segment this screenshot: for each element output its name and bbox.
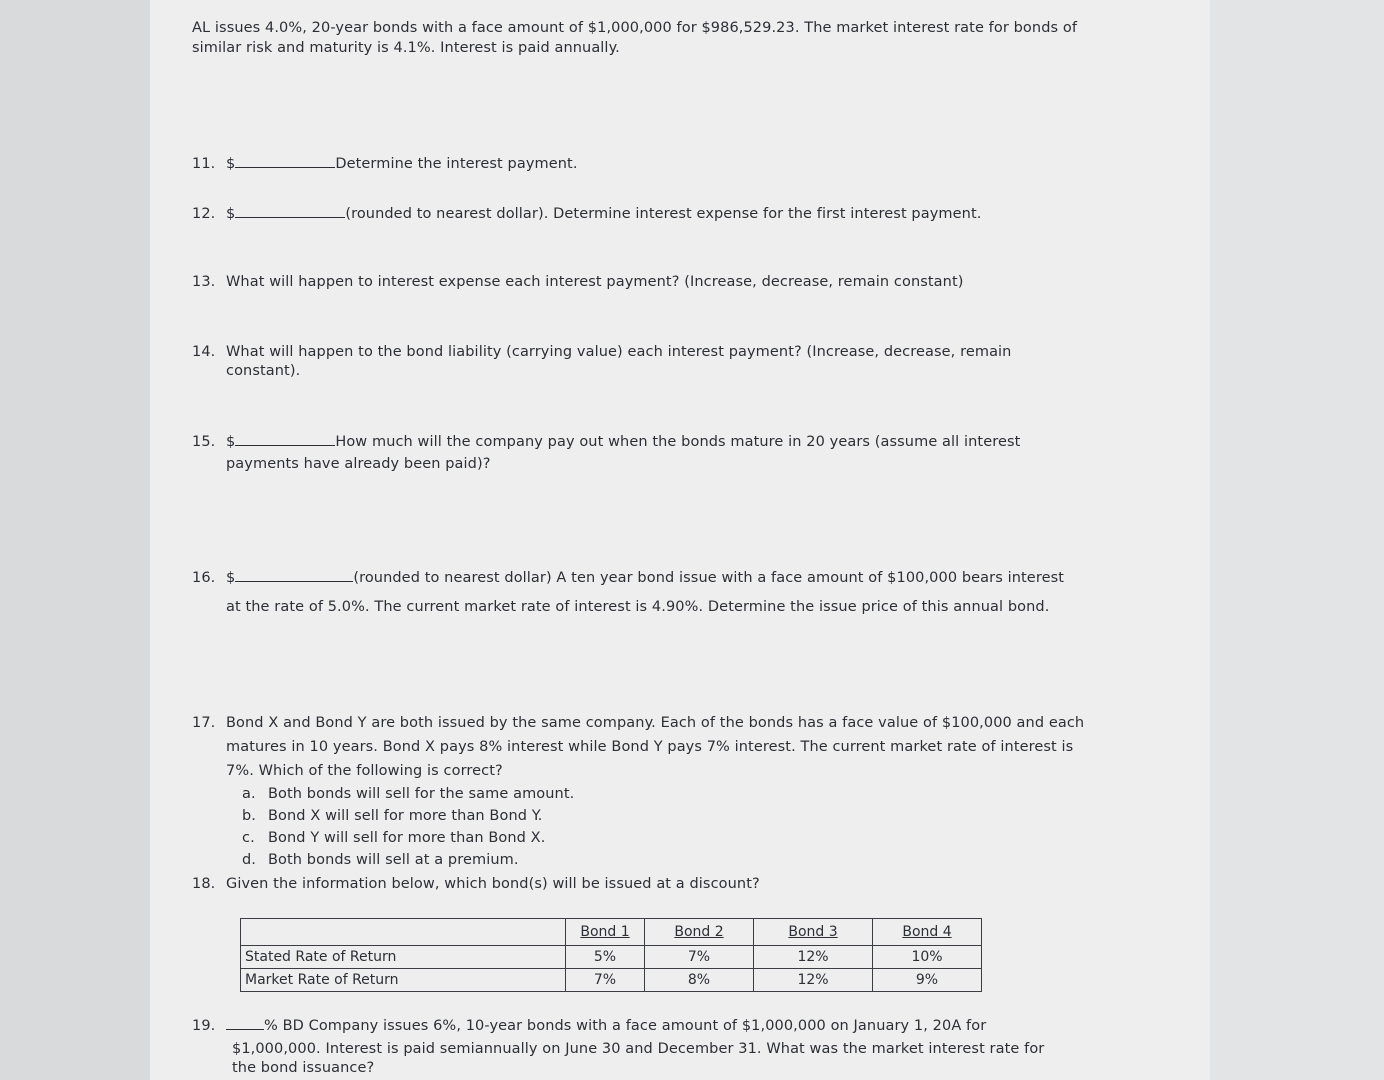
table-row <box>241 946 982 969</box>
intro-line-2: similar risk and maturity is 4.1%. Interest is paid annually. <box>192 40 620 56</box>
question-text: Determine the interest payment. <box>335 156 578 172</box>
question-16 <box>192 567 1064 588</box>
table-header-bond-1: Bond 1 <box>566 919 645 946</box>
question-12 <box>192 203 981 224</box>
table-corner-cell <box>241 919 566 946</box>
table-cell: 12% <box>754 946 873 969</box>
question-text: What will happen to interest expense each interest payment? (Increase, decrease, remain constant) <box>226 274 964 290</box>
question-text: Given the information below, which bond(s) will be issued at a discount? <box>226 876 760 892</box>
table-cell: 7% <box>645 946 754 969</box>
question-number: 14. <box>192 344 216 360</box>
question-19-line-2: $1,000,000. Interest is paid semiannually on June 30 and December 31. What was the market interest rate for <box>232 1041 1045 1057</box>
question-15-cont: payments have already been paid)? <box>226 456 491 472</box>
row-label-market-rate: Market Rate of Return <box>241 969 566 992</box>
intro-line-1: AL issues 4.0%, 20-year bonds with a face amount of $1,000,000 for $986,529.23. The market interest rate for bonds of <box>192 20 1078 36</box>
choice-d <box>242 850 519 870</box>
dollar-sign: $ <box>226 206 236 222</box>
dollar-sign: $ <box>226 434 236 450</box>
question-number: 19. <box>192 1018 216 1034</box>
answer-blank-15[interactable] <box>235 431 335 446</box>
table-header-row <box>241 919 982 946</box>
table-cell: 8% <box>645 969 754 992</box>
choice-letter: d. <box>242 852 257 868</box>
question-13 <box>192 272 964 292</box>
answer-blank-11[interactable] <box>235 153 335 168</box>
answer-blank-12[interactable] <box>235 203 345 218</box>
question-text: % BD Company issues 6%, 10-year bonds with a face amount of $1,000,000 on January 1, 20A for <box>264 1018 987 1034</box>
question-18 <box>192 874 760 894</box>
answer-blank-19[interactable] <box>226 1015 264 1030</box>
table-cell: 10% <box>873 946 982 969</box>
choice-text: Bond Y will sell for more than Bond X. <box>268 830 546 846</box>
question-17 <box>192 713 1084 733</box>
question-17-line-3: 7%. Which of the following is correct? <box>226 763 503 779</box>
table-cell: 9% <box>873 969 982 992</box>
dollar-sign: $ <box>226 570 236 586</box>
dollar-sign: $ <box>226 156 236 172</box>
choice-b <box>242 806 543 826</box>
question-number: 18. <box>192 876 216 892</box>
question-text: How much will the company pay out when the bonds mature in 20 years (assume all interest <box>335 434 1021 450</box>
question-number: 11. <box>192 156 216 172</box>
question-number: 15. <box>192 434 216 450</box>
question-text: (rounded to nearest dollar) A ten year bond issue with a face amount of $100,000 bears interest <box>353 570 1065 586</box>
choice-c <box>242 828 545 848</box>
question-number: 16. <box>192 570 216 586</box>
question-text: Bond X and Bond Y are both issued by the same company. Each of the bonds has a face value of $100,000 and each <box>226 715 1085 731</box>
page-margin <box>1210 0 1384 1080</box>
table-header-bond-3: Bond 3 <box>754 919 873 946</box>
question-text: What will happen to the bond liability (carrying value) each interest payment? (Increase, decrease, remain <box>226 344 1012 360</box>
question-17-line-2: matures in 10 years. Bond X pays 8% interest while Bond Y pays 7% interest. The current market rate of interest is <box>226 739 1074 755</box>
question-number: 17. <box>192 715 216 731</box>
choice-a <box>242 784 574 804</box>
answer-blank-16[interactable] <box>235 567 353 582</box>
question-number: 12. <box>192 206 216 222</box>
table-header-bond-2: Bond 2 <box>645 919 754 946</box>
table-cell: 12% <box>754 969 873 992</box>
question-number: 13. <box>192 274 216 290</box>
question-19-line-3: the bond issuance? <box>232 1060 375 1076</box>
question-text: (rounded to nearest dollar). Determine interest expense for the first interest payment. <box>345 206 982 222</box>
choice-text: Both bonds will sell for the same amount. <box>268 786 575 802</box>
question-15 <box>192 431 1020 452</box>
choice-text: Bond X will sell for more than Bond Y. <box>268 808 543 824</box>
table-row <box>241 969 982 992</box>
table-cell: 5% <box>566 946 645 969</box>
choice-letter: b. <box>242 808 257 824</box>
question-11 <box>192 153 578 174</box>
question-19 <box>192 1015 986 1036</box>
bond-rates-table <box>240 918 982 992</box>
question-16-cont: at the rate of 5.0%. The current market rate of interest is 4.90%. Determine the issue price of this annual bond. <box>226 599 1050 615</box>
question-14 <box>192 342 1011 362</box>
question-14-cont: constant). <box>226 363 301 379</box>
choice-letter: c. <box>242 830 255 846</box>
choice-letter: a. <box>242 786 256 802</box>
row-label-stated-rate: Stated Rate of Return <box>241 946 566 969</box>
choice-text: Both bonds will sell at a premium. <box>268 852 519 868</box>
table-cell: 7% <box>566 969 645 992</box>
table-header-bond-4: Bond 4 <box>873 919 982 946</box>
